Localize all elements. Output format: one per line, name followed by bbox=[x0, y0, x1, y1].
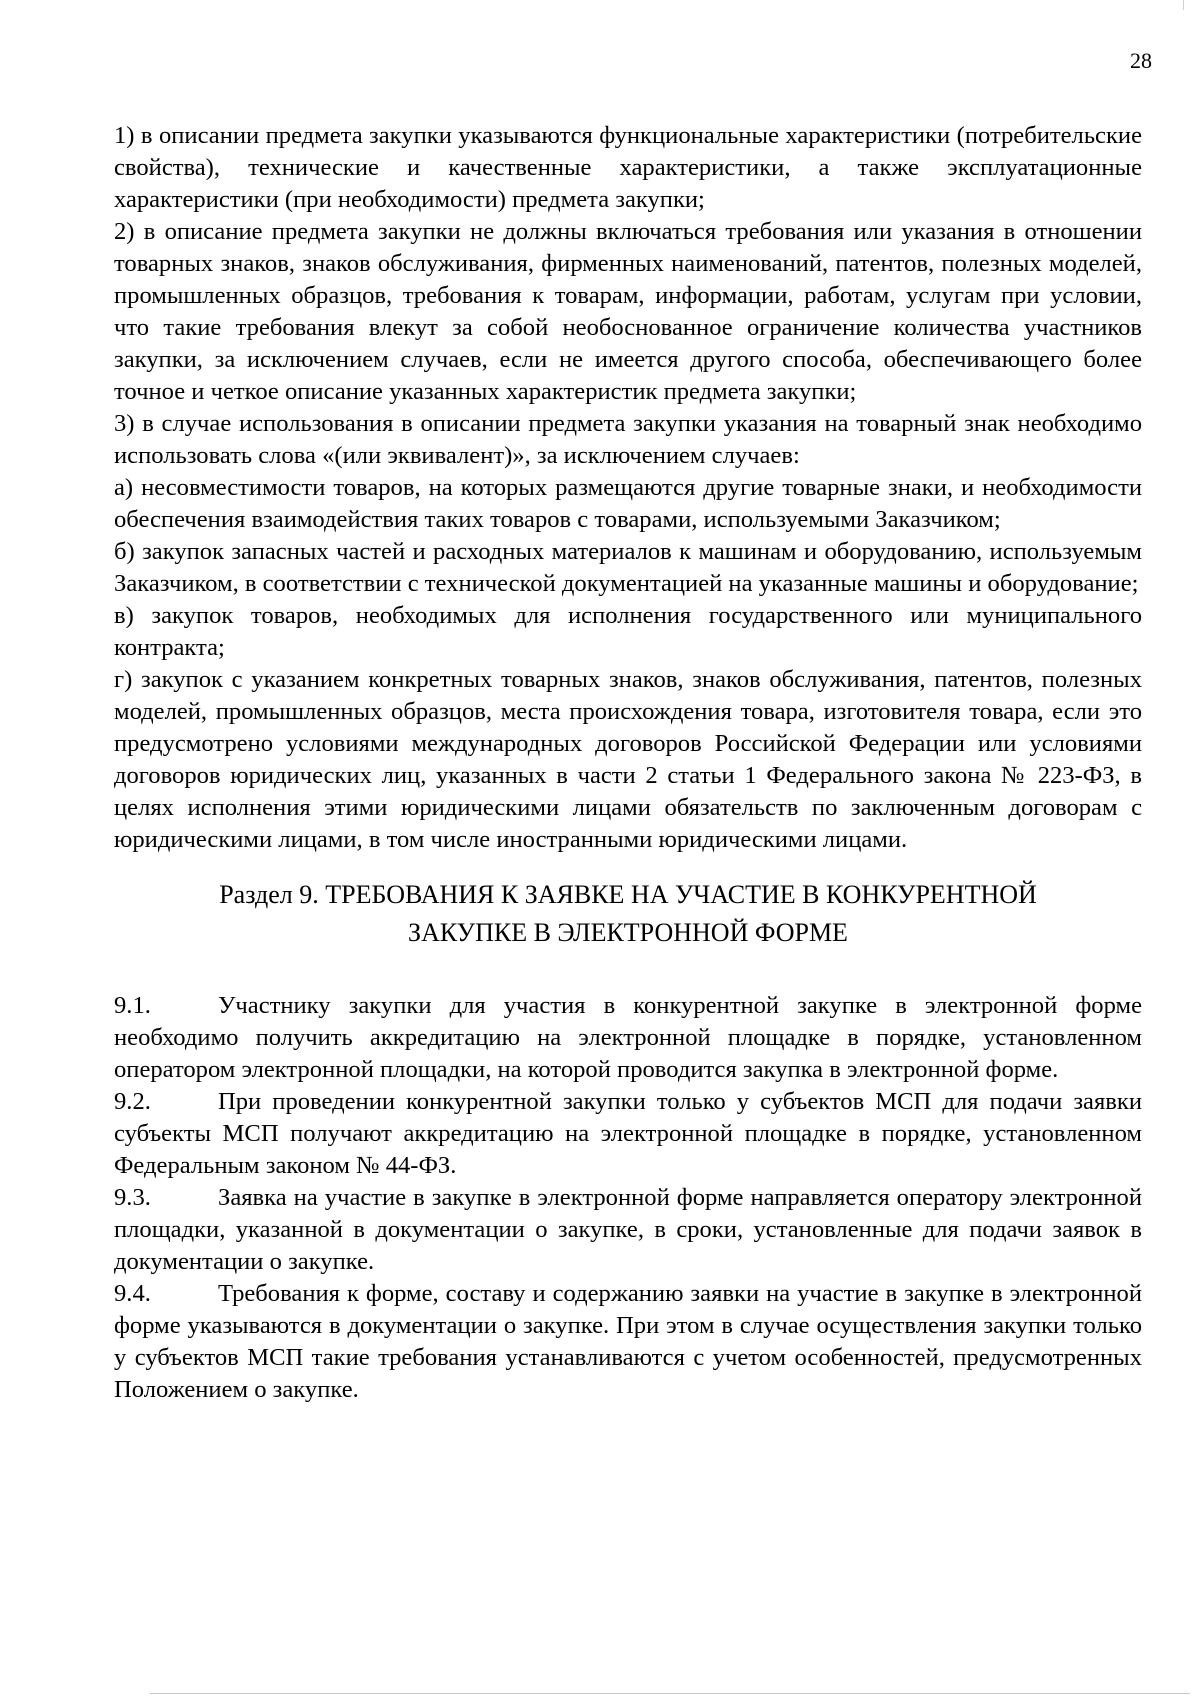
clause-9-2 bbox=[114, 1086, 1142, 1182]
document-body bbox=[114, 120, 1142, 1406]
clause-text: Заявка на участие в закупке в электронной форме направляется оператору электронной площадки, указанной в документации о закупке, в сроки, установленные для подачи заявок в документации о закупке. bbox=[114, 1184, 1142, 1275]
clause-number: 9.2. bbox=[114, 1088, 151, 1115]
clause-9-4 bbox=[114, 1278, 1142, 1406]
section-title-line-1: Раздел 9. ТРЕБОВАНИЯ К ЗАЯВКЕ НА УЧАСТИЕ В КОНКУРЕНТНОЙ bbox=[219, 880, 1037, 909]
section-heading bbox=[114, 876, 1142, 952]
clause-number: 9.1. bbox=[114, 992, 151, 1019]
list-item-1: 1) в описании предмета закупки указываются функциональные характеристики (потребительские свойства), технические и качественные характеристики, а также эксплуатационные характеристики (при необходимости) предмета закупки; bbox=[114, 122, 1142, 213]
list-item-b: б) закупок запасных частей и расходных материалов к машинам и оборудованию, используемым Заказчиком, в соответствии с технической документацией на указанные машины и оборудование; bbox=[114, 538, 1142, 597]
scan-edge-mark bbox=[1183, 0, 1184, 10]
list-item-g: г) закупок с указанием конкретных товарных знаков, знаков обслуживания, патентов, полезных моделей, промышленных образцов, места происхождения товара, изготовителя товара, если это предусмотрено условиями международных договоров Российской Федерации или условиями договоров юридических лиц, указанных в части 2 статьи 1 Федерального закона № 223-ФЗ, в целях исполнения этими юридическими лицами обязательств по заключенным договорам с юридическими лицами, в том числе иностранными юридическими лицами. bbox=[114, 666, 1142, 853]
list-item-2: 2) в описание предмета закупки не должны включаться требования или указания в отношении товарных знаков, знаков обслуживания, фирменных наименований, патентов, полезных моделей, промышленных образцов, требования к товарам, информации, работам, услугам при условии, что такие требования влекут за собой необоснованное ограничение количества участников закупки, за исключением случаев, если не имеется другого способа, обеспечивающего более точное и четкое описание указанных характеристик предмета закупки; bbox=[114, 218, 1142, 405]
section-title-line-2: ЗАКУПКЕ В ЭЛЕКТРОННОЙ ФОРМЕ bbox=[408, 918, 848, 947]
clause-text: Участнику закупки для участия в конкурентной закупке в электронной форме необходимо получить аккредитацию на электронной площадке в порядке, установленном оператором электронной площадки, на которой проводится закупка в электронной форме. bbox=[114, 992, 1142, 1083]
clause-number: 9.4. bbox=[114, 1280, 151, 1307]
list-item-3: 3) в случае использования в описании предмета закупки указания на товарный знак необходимо использовать слова «(или эквивалент)», за исключением случаев: bbox=[114, 410, 1142, 469]
clause-9-3 bbox=[114, 1182, 1142, 1278]
clause-9-1 bbox=[114, 990, 1142, 1086]
clause-number: 9.3. bbox=[114, 1184, 151, 1211]
list-item-v: в) закупок товаров, необходимых для исполнения государственного или муниципального контракта; bbox=[114, 602, 1142, 661]
clause-text: Требования к форме, составу и содержанию заявки на участие в закупке в электронной форме указываются в документации о закупке. При этом в случае осуществления закупки только у субъектов МСП такие требования устанавливаются с учетом особенностей, предусмотренных Положением о закупке. bbox=[114, 1280, 1142, 1403]
list-item-a: а) несовместимости товаров, на которых размещаются другие товарные знаки, и необходимости обеспечения взаимодействия таких товаров с товарами, используемыми Заказчиком; bbox=[114, 474, 1142, 533]
clause-text: При проведении конкурентной закупки только у субъектов МСП для подачи заявки субъекты МСП получают аккредитацию на электронной площадке в порядке, установленном Федеральным законом № 44-ФЗ. bbox=[114, 1088, 1142, 1179]
scan-bottom-edge bbox=[150, 1693, 1190, 1694]
page-number: 28 bbox=[1130, 48, 1152, 73]
